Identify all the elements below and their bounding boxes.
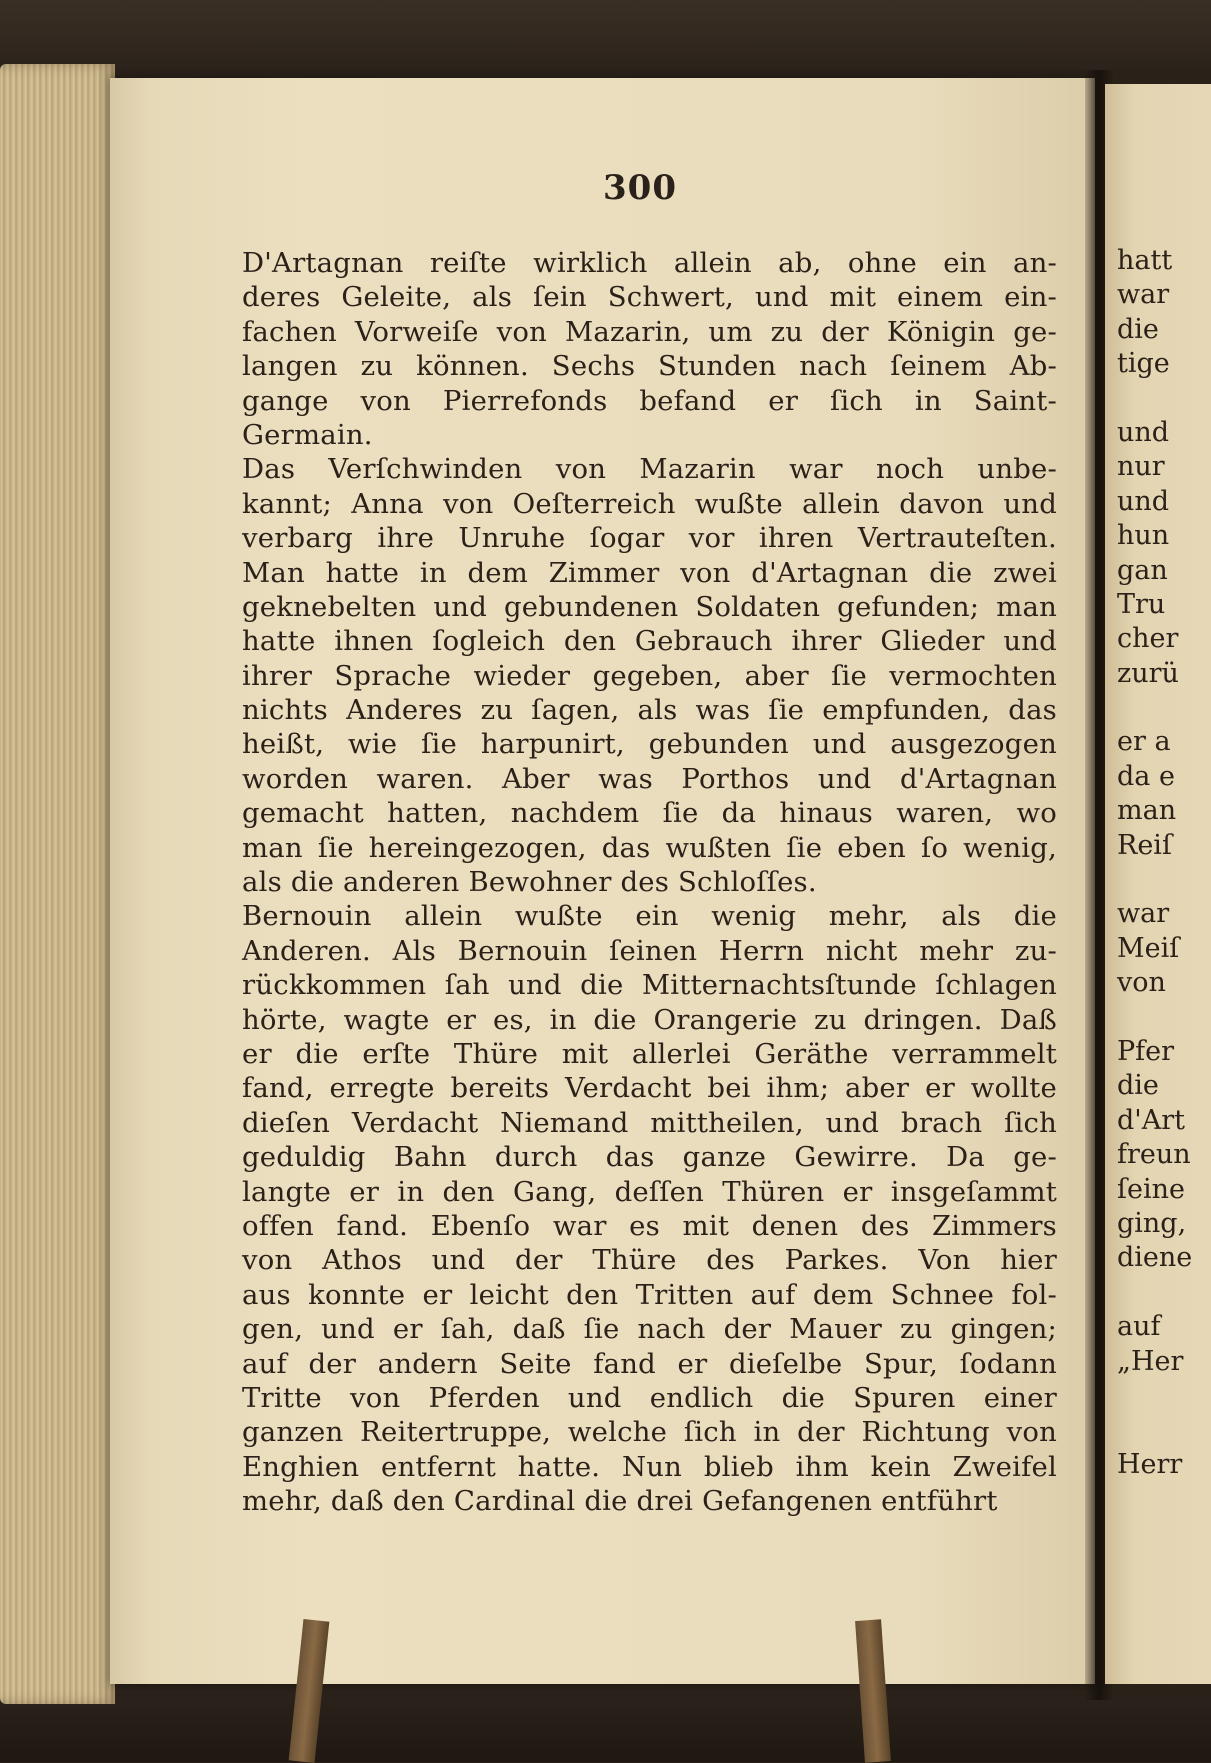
- next-page-text-line: Meiſ: [1117, 932, 1180, 964]
- next-page-text-line: [1105, 1001, 1211, 1035]
- next-page-text-line: zurü: [1117, 657, 1179, 689]
- next-page-text-line: ſeine: [1117, 1173, 1185, 1205]
- next-page-text-line: [1105, 1379, 1211, 1413]
- next-page-text-line: die: [1117, 313, 1159, 345]
- next-page-text-line: von: [1117, 967, 1166, 999]
- text-line: nichts Anderes zu ſagen, als was ſie empfunden, das: [242, 694, 1057, 727]
- text-line: worden waren. Aber was Porthos und d'Artagnan: [242, 762, 1057, 795]
- text-line: fachen Vorweiſe von Mazarin, um zu der Königin ge-: [242, 315, 1057, 348]
- text-line: Enghien entfernt hatte. Nun blieb ihm kein Zweifel: [242, 1450, 1057, 1483]
- text-line: langen zu können. Sechs Stunden nach ſeinem Ab-: [242, 350, 1057, 383]
- text-line: Anderen. Als Bernouin ſeinen Herrn nicht mehr zu-: [242, 934, 1057, 967]
- text-line: gemacht hatten, nachdem ſie da hinaus waren, wo: [242, 797, 1057, 830]
- page-number: 300: [603, 168, 677, 208]
- text-line: man ſie hereingezogen, das wußten ſie eben ſo wenig,: [242, 831, 1057, 864]
- text-line: deres Geleite, als ſein Schwert, und mit einem ein-: [242, 281, 1057, 314]
- next-page-text-line: [1105, 1276, 1211, 1310]
- next-page-text-line: [1105, 863, 1211, 897]
- next-page-text-line: freun: [1117, 1139, 1191, 1171]
- next-page-text-line: diene: [1117, 1242, 1193, 1274]
- next-page-text-line: hatt: [1117, 245, 1173, 276]
- text-line: von Athos und der Thüre des Parkes. Von hier: [242, 1244, 1057, 1277]
- text-line: geduldig Bahn durch das ganze Gewirre. Da ge-: [242, 1141, 1057, 1174]
- text-line: kannt; Anna von Oeſterreich wußte allein davon und: [242, 487, 1057, 520]
- next-page-text-line: Reiſ: [1117, 829, 1172, 861]
- text-line: Das Verſchwinden von Mazarin war noch unbe-: [242, 453, 1057, 486]
- text-line: fand, erregte bereits Verdacht bei ihm; aber er wollte: [242, 1072, 1057, 1105]
- next-page-text-line: cher: [1117, 623, 1179, 655]
- next-page-text-line: Pfer: [1117, 1035, 1175, 1067]
- next-page-text-line: man: [1117, 795, 1177, 827]
- text-line: heißt, wie ſie harpunirt, gebunden und ausgezogen: [242, 728, 1057, 761]
- text-line: offen fand. Ebenſo war es mit denen des Zimmers: [242, 1209, 1057, 1242]
- text-line: Tritte von Pferden und endlich die Spuren einer: [242, 1381, 1057, 1414]
- text-line: aus konnte er leicht den Tritten auf dem Schnee fol-: [242, 1278, 1057, 1311]
- next-page-text-line: und: [1117, 416, 1170, 448]
- next-page-text-line: ging,: [1117, 1207, 1187, 1239]
- text-line: ihrer Sprache wieder gegeben, aber ſie vermochten: [242, 659, 1057, 692]
- next-page-text-line: gan: [1117, 554, 1168, 586]
- text-line: als die anderen Bewohner des Schloſſes.: [242, 866, 817, 899]
- text-line: er die erſte Thüre mit allerlei Geräthe verrammelt: [242, 1037, 1057, 1070]
- next-page-text-line: Herr: [1117, 1448, 1183, 1480]
- page-edges: [0, 64, 115, 1704]
- text-line: rückkommen ſah und die Mitternachtsſtunde ſchlagen: [242, 969, 1057, 1002]
- text-line: hatte ihnen ſogleich den Gebrauch ihrer Glieder und: [242, 625, 1057, 658]
- text-line: dieſen Verdacht Niemand mittheilen, und brach ſich: [242, 1106, 1057, 1139]
- next-page-text-line: [1105, 382, 1211, 416]
- book-cover-top: [0, 0, 1211, 70]
- text-line: ganzen Reitertruppe, welche ſich in der Richtung von: [242, 1416, 1057, 1449]
- next-page-text-line: da e: [1117, 760, 1175, 792]
- next-page-text-line: hun: [1117, 520, 1170, 552]
- next-page-text-line: war: [1117, 279, 1170, 311]
- text-line: mehr, daß den Cardinal die drei Gefangenen entführt: [242, 1485, 998, 1518]
- text-line: verbarg ihre Unruhe ſogar vor ihren Vertrauteſten.: [242, 522, 1057, 555]
- text-line: geknebelten und gebundenen Soldaten gefunden; man: [242, 590, 1057, 623]
- text-line: D'Artagnan reiſte wirklich allein ab, ohne ein an-: [242, 247, 1057, 279]
- next-page-text-line: „Her: [1117, 1345, 1184, 1377]
- text-line: Man hatte in dem Zimmer von d'Artagnan die zwei: [242, 556, 1057, 589]
- body-text: [242, 246, 1057, 1518]
- text-line: Germain.: [242, 418, 373, 451]
- text-line: hörte, wagte er es, in die Orangerie zu dringen. Daß: [242, 1003, 1057, 1036]
- next-page-text-line: [1105, 691, 1211, 725]
- text-line: gen, und er ſah, daß ſie nach der Mauer zu gingen;: [242, 1313, 1057, 1346]
- next-page-text-line: auf: [1117, 1311, 1161, 1343]
- right-page-fragment: [1105, 84, 1211, 1684]
- text-line: Bernouin allein wußte ein wenig mehr, als die: [242, 900, 1057, 933]
- text-line: gange von Pierrefonds befand er ſich in Saint-: [242, 384, 1057, 417]
- next-page-text-line: nur: [1117, 451, 1165, 483]
- next-page-text-line: er a: [1117, 726, 1171, 758]
- text-line: auf der andern Seite fand er dieſelbe Spur, ſodann: [242, 1347, 1057, 1380]
- next-page-text-line: die: [1117, 1070, 1159, 1102]
- text-line: langte er in den Gang, deſſen Thüren er insgeſammt: [242, 1175, 1057, 1208]
- next-page-text-line: d'Art: [1117, 1104, 1185, 1136]
- book-cover-bottom: [0, 1690, 1211, 1762]
- next-page-text-line: und: [1117, 485, 1170, 517]
- next-page-text-line: war: [1117, 898, 1170, 930]
- next-page-text-line: Tru: [1117, 588, 1166, 620]
- next-page-text-line: [1105, 1413, 1211, 1447]
- next-page-text-line: tige: [1117, 348, 1170, 380]
